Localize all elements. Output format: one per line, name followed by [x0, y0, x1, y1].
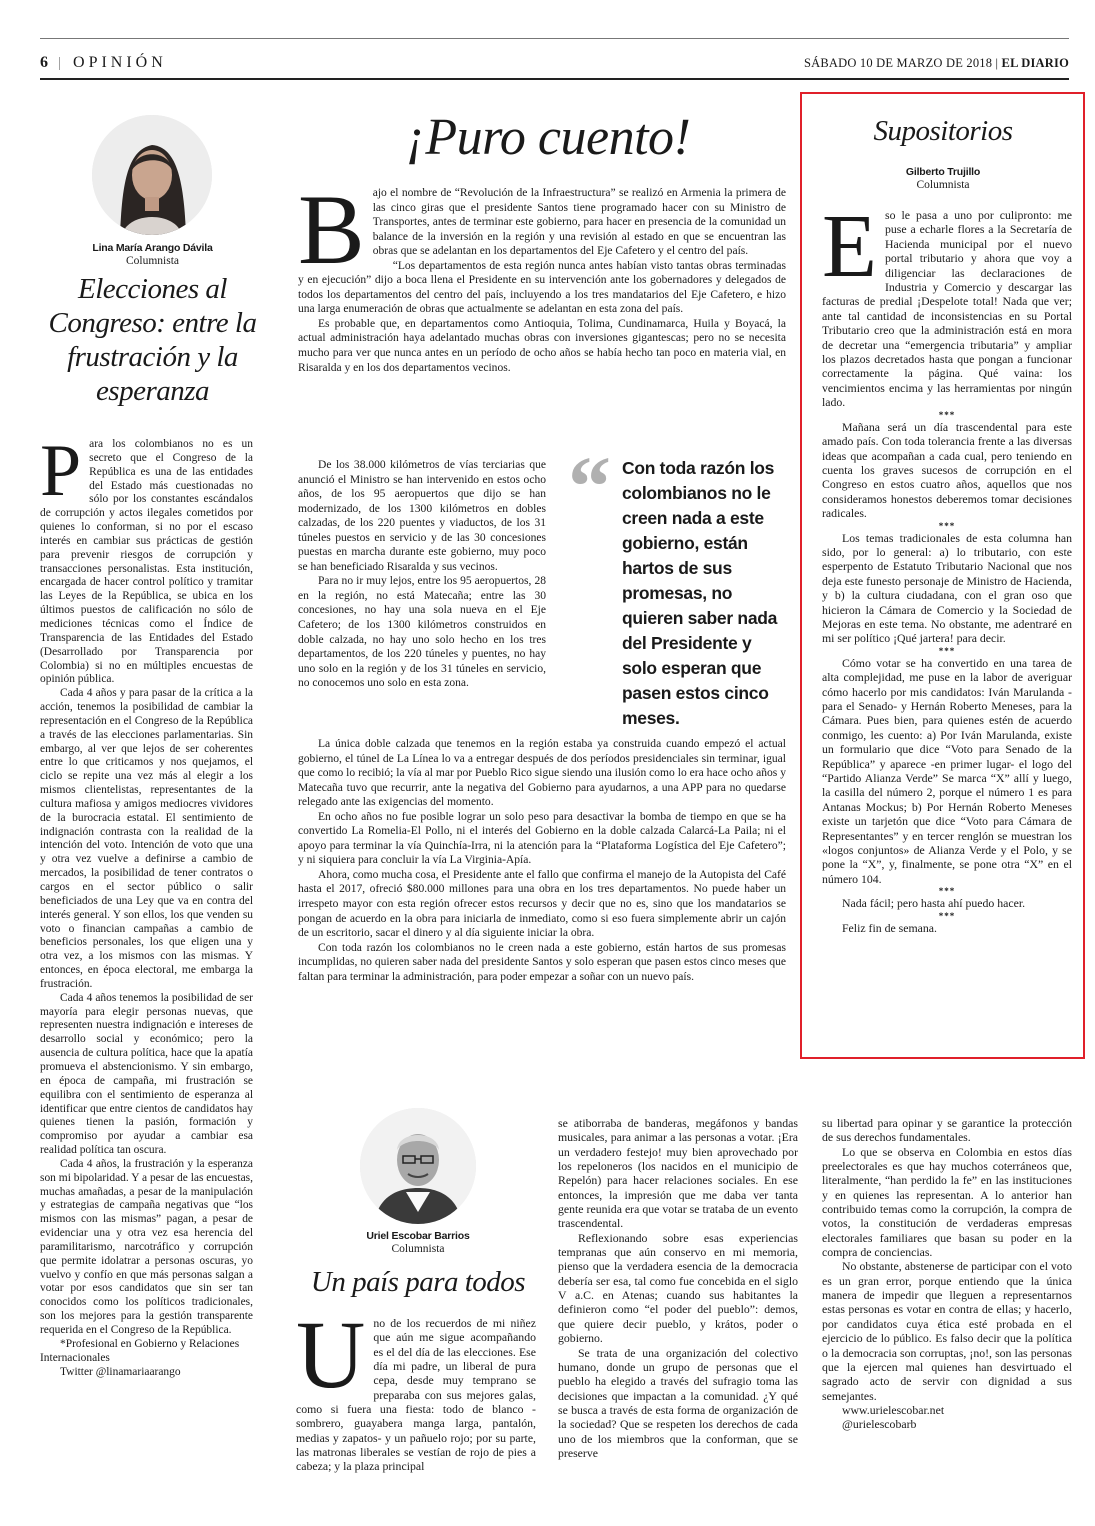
top-rule [40, 38, 1069, 39]
quote-mark: “ [568, 438, 611, 534]
header-date-separator: | [995, 55, 999, 70]
separator: *** [938, 645, 956, 656]
paragraph: Ahora, como mucha cosa, el Presidente ante el fallo que confirma el manejo de la Autopista del Café hasta el 2017, ofreció $80.000 millones para una obra en los tres departamentos. No puede haber un irrespeto mayor con esta región ofrecer estos recursos y decir que no es, sino que los mandatarios se pongan de acuerdo en la obra para iniciarla de inmediato, como si eso fuera simplemente abrir un cajón de un escritorio, sacar el dinero y al día siguiente iniciar la obra. [298, 868, 786, 940]
author-name: Lina María Arango Dávila [92, 242, 213, 254]
portrait-illustration [92, 115, 212, 235]
author-twitter: Twitter @linamariaarango [60, 1365, 181, 1378]
twitter-handle: @urielescobarb [842, 1417, 917, 1432]
paragraph: De los 38.000 kilómetros de vías terciarias que anunció el Ministro se han intervenido en estos ocho años, de los 95 aeropuertos que dijo se han modernizado, de los 1300 kilómetros en dobles calzadas, de los 220 puentes y viaductos, de los 31 túneles puestos en servicio y de las 30 concesiones puestas en marcha durante este gobierno, muy poco se han beneficiado Risaralda y sus vecinos. [298, 459, 546, 573]
paragraph: Nada fácil; pero hasta ahí puedo hacer. [842, 896, 1026, 911]
header-date-line [804, 56, 1069, 71]
paragraph: Cada 4 años, la frustración y la esperanza son mi bipolaridad. Y a pesar de las encuestas, muchas amañadas, a pesar de la manipulación y estrategias de campaña negativas que “los mismos con las mismas” pagan, a pesar de evidenciar una y otra vez esa herencia del paramilitarismo, narcotráfico y corrupción que permite idolatrar a personas oscuras, yo vuelvo y confío en que más personas salgan a votar por esos candidatos que sin ser tan conocidos como los políticos tradicionales, son los mejores para la gestión transparente requerida en el Congreso de la República. [40, 1157, 253, 1336]
paragraph: Es probable que, en departamentos como Antioquia, Tolima, Cundinamarca, Huila y Boyacá, la actual administración haya adelantado muchas obras con inversiones gigantescas; pero no se necesita mucho para ver que nunca antes en un período de ocho años se había hecho tan poco en materia vial, en Risaralda y en los dos departamentos vecinos. [298, 317, 786, 374]
paragraph: Uno de los recuerdos de mi niñez que aún me sigue acompañando es el del día de las elecciones. Ese día mi padre, un liberal de pura cepa, desde muy temprano se preparaba con sus mejores galas, como si fuera una fiesta: todo de blanco -sombrero, guayabera manga larga, pantalón, medias y zapatos- y un pañuelo rojo; por su parte, las matronas liberales se vestían de rojo de pies a cabeza; y la plaza principal [296, 1301, 536, 1474]
author-role: Columnista [916, 179, 970, 191]
paragraph: Feliz fin de semana. [842, 920, 937, 935]
section-name: OPINIÓN [73, 54, 167, 71]
paragraph: Para los colombianos no es un secreto que el Congreso de la República es una de las entidades del Estado más cuestionadas no sólo por los constantes escándalos de corrupción y actos ilegales cometidos por quienes lo conforman, si no por el escaso interés en cambiar sus prácticas de gestión para prevenir riesgos de corrupción y transacciones personalistas. Esta institución, encargada de hacer control político y tramitar las Leyes de la República, se ubica en los últimos puestos de calificación no sólo de mediciones técnicas como el Índice de Transparencia de las Entidades del Estado (Desarrollado por Transparencia por Colombia) si no en múltiples encuestas de opinión pública. [40, 430, 253, 686]
paragraph: Lo que se observa en Colombia en estos días preelectorales es que hay muchos coterráneos que, literalmente, “han perdido la fe” en las instituciones y en quienes las representan. A lo anterior han contribuido temas como la corrupción, la compra de votos, la constitución de verdaderas empresas electorales familiares que basan su poder en la compra de conciencias. [822, 1144, 1072, 1260]
author-name: Uriel Escobar Barrios [366, 1230, 470, 1242]
page-header [40, 52, 1069, 74]
pull-quote-text: Con toda razón los colombianos no le creen nada a este gobierno, están hartos de sus promesas, no quieren saber nada del Presidente y solo esperan que pasen estos cinco meses. [622, 458, 778, 728]
page-number: 6 [40, 54, 48, 71]
paragraph: Cada 4 años tenemos la posibilidad de ser mayoría para elegir personas nuevas, que representen nuestra indignación e intereses de desarrollo social y económico; pero la ausencia de cultura política, hace que la apatía promueva el abstencionismo. Y sin embargo, en época de campaña, mi frustración se equilibra con el sentimiento de esperanza al identificar que entre cientos de candidatos hay quienes tienen la pasión, formación y compromiso por ayudar a cambiar esa realidad política tan oscura. [40, 991, 253, 1157]
website-link[interactable]: www.urielescobar.net [842, 1402, 945, 1417]
issue-date: SÁBADO 10 DE MARZO DE 2018 [803, 55, 993, 70]
header-separator: | [58, 54, 62, 71]
separator: *** [938, 886, 956, 897]
author-name: Gilberto Trujillo [905, 166, 981, 178]
separator: *** [938, 520, 956, 531]
paragraph: Bajo el nombre de “Revolución de la Infraestructura” se realizó en Armenia la primera de las cinco giras que el presidente Santos tiene programado hacer con su Ministro de Transportes, antes de terminar este gobierno, para hacer en presencia de la comunidad un balance de la inversión en la región y una revisión al estado en que se encuentran las obras que se adelantan en los departamentos del Eje Cafetero y el centro del país. [298, 174, 786, 285]
article-body [40, 430, 253, 1379]
article-body [296, 1301, 536, 1474]
article-body-narrow [298, 458, 546, 691]
header-rule [40, 78, 1069, 80]
author-photo-lina [92, 115, 212, 235]
column-title: Supositorios [873, 115, 1013, 147]
paragraph: Con toda razón los colombianos no le creen nada a este gobierno, están hartos de sus promesas incumplidas, no quieren saber nada del presidente Santos y solo esperan que pasen estos cinco meses que faltan para terminar la administración, para poder empezar a soñar con un nuevo país. [298, 941, 786, 983]
separator: *** [938, 409, 956, 420]
paragraph: su libertad para opinar y se garantice la protección de sus derechos fundamentales. [822, 1116, 1072, 1145]
author-role: Columnista [391, 1243, 445, 1255]
pull-quote [568, 438, 790, 731]
paragraph: Los temas tradicionales de esta columna han sido, por lo general: a) lo tributario, con este esperpento de Estatuto Tributario Nacional que nos deja este funesto personaje de Ministro de Hacienda, y b) la cultura ciudadana, con el gran oso que hicieron la Cámara de Comercio y la Sociedad de Mejoras en este tema. No obstante, me adentraré en mi ser político ¡Qué jartera! para decir. [822, 530, 1072, 646]
article-body [298, 737, 786, 984]
paragraph: Mañana será un día trascendental para este amado país. Con toda tolerancia frente a las diversas ideas que acompañan a cada cual, pero teniendo en cuenta los graves sucesos de corrupción en el Congreso en estos cuatro años, aquellos que nos consideramos honestos deberemos tomar decisiones radicales. [822, 419, 1072, 521]
article-title: ¡Puro cuento! [405, 109, 691, 166]
author-photo-uriel [360, 1108, 476, 1224]
author-role: Columnista [125, 255, 180, 267]
paragraph: En ocho años no fue posible lograr un solo peso para desactivar la bomba de tiempo en que se ha convertido La Romelia-El Pollo, ni el interés del Gobierno en la doble calzada Calarcá-La Paila; ni el apoyo para terminar la vía Quinchía-Irra, ni la atención para la “Plataforma Logística del Eje Cafetero”; y ni siquiera para concluir la vía La Virginia-Apía. [298, 810, 786, 867]
column-title: Elecciones al Congreso: entre la frustración y la esperanza [48, 273, 257, 407]
drop-cap: E [822, 197, 877, 296]
drop-cap: P [40, 430, 82, 512]
paragraph: La única doble calzada que tenemos en la región estaba ya construida cuando empezó el actual gobierno, el túnel de La Línea lo va a entregar después de dos períodos presidenciales sin terminar, igual que como lo recibió; la vía al mar por Pueblo Rico sigue siendo una ilusión como lo era hace ocho años y Matecaña tuvo que recurrir, ante la negativa del Gobierno para ayudarnos, a una APP para no quedarse relegado ante las exigencias del momento. [298, 738, 786, 809]
column-title: Un país para todos [310, 1266, 526, 1298]
paragraph: Eso le pasa a uno por culipronto: me puse a echarle flores a la Secretaría de Hacienda municipal por el nuevo portal tributario y ahora que voy a diligenciar las declaraciones de Industria y Comercio y descargar las facturas de predial ¡Despelote total! Nada que ver; ante tal cantidad de inconsistencias en su Portal Tributario creo que la administración está en mora de decretar una “emergencia tributaria” y ampliar los plazos decretados hasta que pongan a funcionar correctamente la página. Qué vaina: los vencimientos encima y las herramientas por ningún lado. [822, 197, 1072, 410]
drop-cap: B [298, 174, 365, 285]
author-note: *Profesional en Gobierno y Relaciones Internacionales [40, 1337, 240, 1364]
paragraph: se atiborraba de banderas, megáfonos y bandas musicales, para animar a las personas a votar. ¡Era un verdadero festejo! muy bien aprovechado por los repeloneros (los nacidos en el municipio de Repelón) para hacer relaciones sociales. En ese entonces, la impresión que me daba ver tanta gente reunida era que votar se trataba de un evento trascendental. [558, 1116, 798, 1231]
drop-cap: U [296, 1301, 366, 1408]
paragraph: Cada 4 años y para pasar de la crítica a la acción, tenemos la posibilidad de cambiar la representación en el Congreso de la República a través de las elecciones parlamentarias. Sin embargo, al ver que lejos de ser coherentes entre lo que criticamos y nos quejamos, el ciclo se repite una vez más al elegir a los mismos clientelistas, representantes de la cultura mafiosa y amigos mediocres vividores de la burocracia estatal. El sentimiento de indignación contrasta con la realidad de la intención del voto. Intención de voto que una y otra vez vuelve a definirse a cambio de mercados, la posibilidad de tener contratos o cargos en el sector público o salir beneficiados de una Ley que va en contra del interés general. Y son ellos, los que venden su voto o financian campañas a cambio de beneficios personales, los que eligen una y otra vez, a los mismos con las mismas. Y entonces, en época electoral, me embarga la frustración. [40, 687, 253, 990]
separator: *** [938, 910, 956, 921]
paragraph: No obstante, abstenerse de participar con el voto es un gran error, porque entiendo que la única manera de impedir que lleguen a representarnos estas personas es votar en contra de ellas; y hacerlo, por candidatos cuya ética esté probada en el ejercicio de lo público. Es falso decir que la política o la democracia son corruptas, ¡no!, son las personas que la ejercen mal quienes han desvirtuado el sagrado acto de servir con dignidad a sus semejantes. [822, 1259, 1072, 1403]
article-body [558, 1116, 798, 1460]
paragraph: Se trata de una organización del colectivo humano, donde un grupo de personas que el pueblo ha elegido a través del sufragio toma las decisiones que impactan a la comunidad. ¿Y qué se busca a través de esta forma de organización de la sociedad? Que se respeten los derechos de cada uno de los miembros que la conforman, que se preserve [558, 1345, 798, 1460]
article-body [822, 1116, 1072, 1432]
paragraph: Cómo votar se ha convertido en una tarea de alta complejidad, me puse en la labor de averiguar cómo hacerlo por mis candidatos: Iván Marulanda -para el Senado- y Hernán Roberto Meneses, para la Cámara. Pues bien, para quienes estén de acuerdo conmigo, les cuento: a) Por Iván Marulanda, existe un formulario que dice “Voto para Senado de la República” y aparece -en primer lugar- el logo del “Partido Alianza Verde” Se marca “X” allí y luego, la casilla del número 2, porque el número 1 es para Antanas Mockus; b) Por Hernán Roberto Meneses existe un tarjetón que dice “Voto para Cámara de Representantes” y en tercer renglón se muestran los «logos conjuntos» de Alianza Verde y el Polo, y se pone la “X”, y, finalmente, se pone otra “X” en el número 104. [822, 655, 1072, 886]
article-body [822, 197, 1072, 935]
article-body [298, 174, 786, 375]
paragraph: Para no ir muy lejos, entre los 95 aeropuertos, 28 en la región, no está Matecaña; entre las 30 concesiones, no hay una sola nueva en el Eje Cafetero; de los 1300 kilómetros construidos en doble calzada, no hay uno solo hecho en los tres departamentos, de los 220 túneles y puentes, no hay uno solo en la región y de los 31 túneles en servicio, no conocemos uno solo en esta zona. [298, 575, 546, 690]
publication-name: EL DIARIO [1001, 55, 1069, 70]
paragraph: Reflexionando sobre esas experiencias tempranas que aún conservo en mi memoria, pienso que la verdadera esencia de la democracia debería ser esa, tal como fue concebida en el siglo V a.C. en Atenas; cuando sus habitantes la definieron como “el poder del pueblo”: demos, que quiere decir pueblo, y krátos, poder o gobierno. [558, 1230, 798, 1346]
portrait-illustration [360, 1108, 476, 1224]
paragraph: “Los departamentos de esta región nunca antes habían visto tantas obras terminadas y en ejecución” dijo a boca llena el Presidente en su intervención ante los gobernadores y delegados de todos los departamentos del centro del país, incluyendo a los tres mandatarios del Eje Cafetero, e hizo una larga enumeración de obras que actualmente se adelantan en esta zona del país. [298, 259, 786, 316]
